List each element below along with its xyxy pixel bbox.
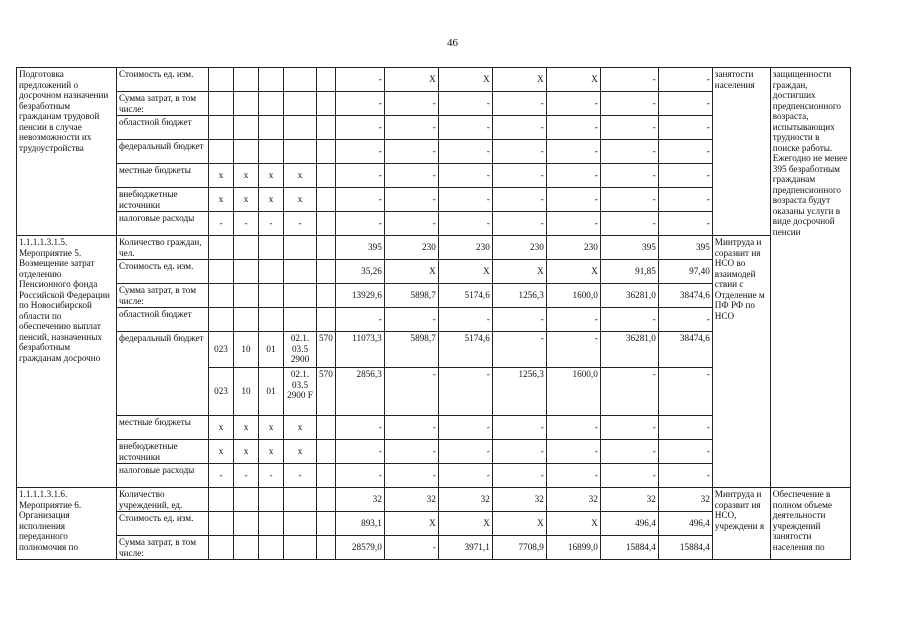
- value-cell: -: [438, 140, 492, 164]
- value-cell: -: [492, 164, 546, 188]
- value-cell: 230: [492, 236, 546, 260]
- activity-title: 1.1.1.1.3.1.6. Мероприятие 6. Организация исполнения переданного полномочия по: [17, 488, 117, 560]
- value-cell: -: [658, 416, 712, 440]
- value-cell: 32: [546, 488, 600, 512]
- value-cell: -: [438, 440, 492, 464]
- value-cell: -: [384, 188, 438, 212]
- value-cell: 5898,7: [384, 332, 438, 368]
- row-label: Сумма затрат, в том числе:: [117, 284, 209, 308]
- code-cell: -: [259, 464, 284, 488]
- code-cell: 023: [209, 332, 234, 368]
- value-cell: X: [438, 68, 492, 92]
- code-cell: 570: [317, 368, 336, 416]
- value-cell: -: [335, 68, 384, 92]
- code-cell: 02.1. 03.5 2900 F: [284, 368, 317, 416]
- code-cell: [259, 284, 284, 308]
- executor-cell: Минтруда и соразвит ия НСО во взаимодей ствии с Отделение м ПФ РФ по НСО: [712, 236, 770, 488]
- code-cell: [317, 416, 336, 440]
- code-cell: [234, 308, 259, 332]
- value-cell: -: [546, 212, 600, 236]
- value-cell: -: [600, 116, 658, 140]
- code-cell: x: [234, 164, 259, 188]
- value-cell: -: [546, 188, 600, 212]
- code-cell: [284, 284, 317, 308]
- value-cell: -: [492, 92, 546, 116]
- value-cell: -: [335, 92, 384, 116]
- code-cell: [234, 512, 259, 536]
- code-cell: [259, 116, 284, 140]
- value-cell: 230: [438, 236, 492, 260]
- value-cell: -: [600, 212, 658, 236]
- value-cell: 36281,0: [600, 332, 658, 368]
- value-cell: -: [658, 68, 712, 92]
- code-cell: [284, 512, 317, 536]
- row-label: Сумма затрат, в том числе:: [117, 92, 209, 116]
- value-cell: -: [438, 92, 492, 116]
- value-cell: -: [384, 116, 438, 140]
- code-cell: [317, 140, 336, 164]
- code-cell: [234, 116, 259, 140]
- value-cell: -: [335, 140, 384, 164]
- code-cell: x: [209, 440, 234, 464]
- executor-cell: занятости населения: [712, 68, 770, 236]
- code-cell: [234, 140, 259, 164]
- value-cell: X: [546, 68, 600, 92]
- row-label: местные бюджеты: [117, 416, 209, 440]
- code-cell: [259, 68, 284, 92]
- code-cell: 01: [259, 368, 284, 416]
- code-cell: [284, 68, 317, 92]
- executor-cell: Минтруда и соразвит ия НСО, учреждени я: [712, 488, 770, 560]
- value-cell: 32: [658, 488, 712, 512]
- code-cell: [317, 116, 336, 140]
- value-cell: -: [438, 212, 492, 236]
- code-cell: [209, 92, 234, 116]
- code-cell: [317, 488, 336, 512]
- code-cell: 10: [234, 368, 259, 416]
- value-cell: 496,4: [658, 512, 712, 536]
- value-cell: -: [335, 308, 384, 332]
- page-number: 46: [447, 37, 458, 49]
- value-cell: -: [546, 164, 600, 188]
- value-cell: -: [384, 308, 438, 332]
- value-cell: -: [658, 116, 712, 140]
- result-cell: защищенности граждан, достигших предпенсионного возраста, испытывающих трудности в поиске работы. Ежегодно не менее 395 безработным гражданам предпенсионного возраста будут оказаны услуги в виде досрочной пенсии: [770, 68, 850, 488]
- code-cell: [317, 188, 336, 212]
- code-cell: [209, 68, 234, 92]
- code-cell: [284, 260, 317, 284]
- value-cell: 1600,0: [546, 368, 600, 416]
- value-cell: -: [600, 416, 658, 440]
- code-cell: [259, 260, 284, 284]
- code-cell: x: [284, 416, 317, 440]
- value-cell: X: [438, 512, 492, 536]
- code-cell: [284, 116, 317, 140]
- value-cell: -: [492, 308, 546, 332]
- value-cell: -: [335, 212, 384, 236]
- value-cell: -: [658, 92, 712, 116]
- value-cell: 15884,4: [600, 536, 658, 560]
- value-cell: -: [384, 92, 438, 116]
- row-label: федеральный бюджет: [117, 332, 209, 416]
- value-cell: -: [600, 440, 658, 464]
- code-cell: [234, 260, 259, 284]
- code-cell: [284, 92, 317, 116]
- value-cell: -: [438, 188, 492, 212]
- code-cell: 023: [209, 368, 234, 416]
- code-cell: [317, 164, 336, 188]
- code-cell: x: [234, 188, 259, 212]
- value-cell: -: [384, 536, 438, 560]
- value-cell: -: [546, 308, 600, 332]
- activity-title: Подготовка предложений о досрочном назначении безработным гражданам трудовой пенсии в случае невозможности их трудоустройства: [17, 68, 117, 236]
- value-cell: X: [546, 260, 600, 284]
- value-cell: -: [335, 440, 384, 464]
- value-cell: -: [438, 464, 492, 488]
- value-cell: -: [600, 464, 658, 488]
- value-cell: -: [492, 188, 546, 212]
- row-label: внебюджетные источники: [117, 188, 209, 212]
- code-cell: x: [259, 416, 284, 440]
- value-cell: -: [492, 416, 546, 440]
- code-cell: x: [284, 440, 317, 464]
- value-cell: -: [600, 68, 658, 92]
- value-cell: 32: [384, 488, 438, 512]
- code-cell: [317, 260, 336, 284]
- code-cell: [259, 536, 284, 560]
- value-cell: 1256,3: [492, 284, 546, 308]
- value-cell: -: [492, 140, 546, 164]
- row-label: Стоимость ед. изм.: [117, 68, 209, 92]
- row-label: внебюджетные источники: [117, 440, 209, 464]
- code-cell: x: [284, 188, 317, 212]
- code-cell: -: [284, 464, 317, 488]
- value-cell: -: [546, 140, 600, 164]
- value-cell: 16899,0: [546, 536, 600, 560]
- value-cell: X: [384, 512, 438, 536]
- code-cell: [209, 488, 234, 512]
- value-cell: -: [600, 368, 658, 416]
- value-cell: 5174,6: [438, 284, 492, 308]
- code-cell: [209, 512, 234, 536]
- value-cell: -: [546, 440, 600, 464]
- value-cell: -: [546, 116, 600, 140]
- code-cell: [209, 308, 234, 332]
- value-cell: -: [438, 308, 492, 332]
- result-cell: Обеспечение в полном объеме деятельности учреждений занятости населения по: [770, 488, 850, 560]
- value-cell: 230: [384, 236, 438, 260]
- code-cell: [317, 512, 336, 536]
- value-cell: -: [658, 440, 712, 464]
- row-label: федеральный бюджет: [117, 140, 209, 164]
- code-cell: [317, 440, 336, 464]
- value-cell: 1256,3: [492, 368, 546, 416]
- code-cell: [284, 140, 317, 164]
- value-cell: -: [658, 164, 712, 188]
- value-cell: -: [600, 140, 658, 164]
- value-cell: -: [384, 140, 438, 164]
- code-cell: x: [259, 164, 284, 188]
- code-cell: [234, 488, 259, 512]
- code-cell: [317, 212, 336, 236]
- value-cell: 32: [600, 488, 658, 512]
- value-cell: -: [335, 416, 384, 440]
- value-cell: -: [658, 212, 712, 236]
- code-cell: -: [209, 212, 234, 236]
- table-row: [17, 68, 851, 92]
- code-cell: [317, 284, 336, 308]
- row-label: Сумма затрат, в том числе:: [117, 536, 209, 560]
- code-cell: -: [209, 464, 234, 488]
- code-cell: x: [209, 188, 234, 212]
- value-cell: -: [600, 188, 658, 212]
- code-cell: [317, 236, 336, 260]
- code-cell: [209, 140, 234, 164]
- code-cell: [234, 236, 259, 260]
- code-cell: -: [234, 464, 259, 488]
- value-cell: 91,85: [600, 260, 658, 284]
- value-cell: -: [546, 464, 600, 488]
- activity-title: 1.1.1.1.3.1.5. Мероприятие 5. Возмещение затрат отделению Пенсионного фонда Российской Федерации по Новосибирской области по обеспечению выплат пенсий, назначенных безработным гражданам досрочно: [17, 236, 117, 488]
- code-cell: [209, 536, 234, 560]
- value-cell: 32: [438, 488, 492, 512]
- value-cell: 11073,3: [335, 332, 384, 368]
- value-cell: 15884,4: [658, 536, 712, 560]
- code-cell: [284, 236, 317, 260]
- value-cell: 5174,6: [438, 332, 492, 368]
- value-cell: -: [492, 332, 546, 368]
- code-cell: [317, 308, 336, 332]
- code-cell: [259, 512, 284, 536]
- code-cell: 570: [317, 332, 336, 368]
- value-cell: -: [546, 332, 600, 368]
- value-cell: -: [438, 116, 492, 140]
- code-cell: [209, 284, 234, 308]
- value-cell: 2856,3: [335, 368, 384, 416]
- value-cell: X: [438, 260, 492, 284]
- value-cell: -: [384, 416, 438, 440]
- row-label: местные бюджеты: [117, 164, 209, 188]
- code-cell: [259, 488, 284, 512]
- code-cell: [284, 536, 317, 560]
- value-cell: 7708,9: [492, 536, 546, 560]
- code-cell: [317, 464, 336, 488]
- value-cell: 13929,6: [335, 284, 384, 308]
- value-cell: -: [546, 92, 600, 116]
- row-label: Стоимость ед. изм.: [117, 512, 209, 536]
- value-cell: 395: [335, 236, 384, 260]
- value-cell: -: [438, 164, 492, 188]
- value-cell: X: [492, 68, 546, 92]
- value-cell: 496,4: [600, 512, 658, 536]
- value-cell: -: [438, 368, 492, 416]
- code-cell: -: [284, 212, 317, 236]
- value-cell: 97,40: [658, 260, 712, 284]
- value-cell: X: [384, 68, 438, 92]
- code-cell: [317, 68, 336, 92]
- code-cell: [234, 284, 259, 308]
- value-cell: -: [335, 116, 384, 140]
- value-cell: -: [492, 440, 546, 464]
- code-cell: 10: [234, 332, 259, 368]
- value-cell: -: [492, 464, 546, 488]
- code-cell: [209, 260, 234, 284]
- value-cell: -: [546, 416, 600, 440]
- row-label: Количество граждан, чел.: [117, 236, 209, 260]
- value-cell: 35,26: [335, 260, 384, 284]
- value-cell: 38474,6: [658, 284, 712, 308]
- value-cell: 1600,0: [546, 284, 600, 308]
- code-cell: [259, 92, 284, 116]
- value-cell: -: [384, 164, 438, 188]
- value-cell: 32: [335, 488, 384, 512]
- value-cell: X: [546, 512, 600, 536]
- row-label: Количество учреждений, ед.: [117, 488, 209, 512]
- row-label: областной бюджет: [117, 308, 209, 332]
- code-cell: [259, 236, 284, 260]
- value-cell: -: [600, 92, 658, 116]
- value-cell: X: [492, 512, 546, 536]
- code-cell: -: [234, 212, 259, 236]
- value-cell: -: [658, 308, 712, 332]
- value-cell: 5898,7: [384, 284, 438, 308]
- value-cell: -: [335, 188, 384, 212]
- code-cell: 01: [259, 332, 284, 368]
- code-cell: -: [259, 212, 284, 236]
- value-cell: -: [658, 464, 712, 488]
- value-cell: -: [335, 464, 384, 488]
- row-label: Стоимость ед. изм.: [117, 260, 209, 284]
- value-cell: -: [600, 308, 658, 332]
- code-cell: x: [209, 164, 234, 188]
- value-cell: X: [492, 260, 546, 284]
- value-cell: -: [600, 164, 658, 188]
- code-cell: x: [234, 440, 259, 464]
- value-cell: X: [384, 260, 438, 284]
- code-cell: x: [259, 440, 284, 464]
- code-cell: [259, 140, 284, 164]
- code-cell: [284, 488, 317, 512]
- code-cell: x: [259, 188, 284, 212]
- code-cell: [317, 536, 336, 560]
- value-cell: -: [492, 212, 546, 236]
- code-cell: 02.1. 03.5 2900: [284, 332, 317, 368]
- value-cell: 32: [492, 488, 546, 512]
- value-cell: -: [335, 164, 384, 188]
- value-cell: 36281,0: [600, 284, 658, 308]
- table-row: [17, 236, 851, 260]
- value-cell: -: [384, 464, 438, 488]
- code-cell: [209, 236, 234, 260]
- code-cell: x: [234, 416, 259, 440]
- value-cell: -: [658, 188, 712, 212]
- code-cell: x: [284, 164, 317, 188]
- value-cell: 395: [600, 236, 658, 260]
- value-cell: -: [384, 440, 438, 464]
- value-cell: 395: [658, 236, 712, 260]
- value-cell: 38474,6: [658, 332, 712, 368]
- code-cell: [234, 536, 259, 560]
- value-cell: 3971,1: [438, 536, 492, 560]
- code-cell: [209, 116, 234, 140]
- code-cell: [317, 92, 336, 116]
- value-cell: -: [492, 116, 546, 140]
- row-label: налоговые расходы: [117, 464, 209, 488]
- table-row: [17, 488, 851, 512]
- value-cell: 28579,0: [335, 536, 384, 560]
- row-label: областной бюджет: [117, 116, 209, 140]
- value-cell: -: [384, 368, 438, 416]
- code-cell: [284, 308, 317, 332]
- code-cell: [234, 92, 259, 116]
- value-cell: -: [658, 368, 712, 416]
- budget-table: [16, 67, 851, 560]
- value-cell: -: [384, 212, 438, 236]
- code-cell: [259, 308, 284, 332]
- code-cell: x: [209, 416, 234, 440]
- value-cell: -: [438, 416, 492, 440]
- code-cell: [234, 68, 259, 92]
- value-cell: 893,1: [335, 512, 384, 536]
- row-label: налоговые расходы: [117, 212, 209, 236]
- value-cell: -: [658, 140, 712, 164]
- value-cell: 230: [546, 236, 600, 260]
